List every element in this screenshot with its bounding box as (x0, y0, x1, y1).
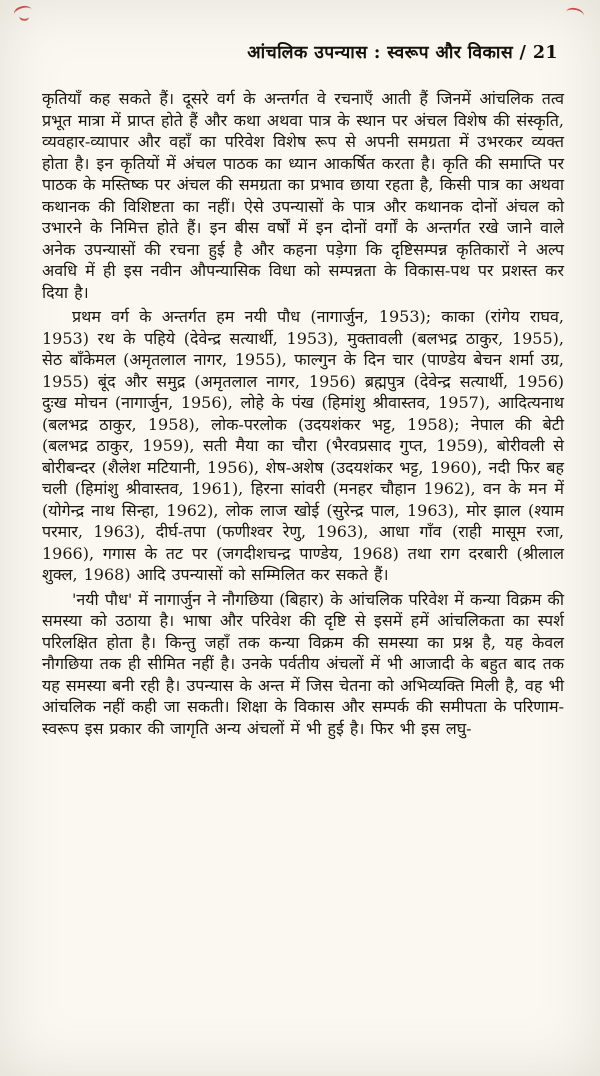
red-pen-mark-icon (13, 4, 34, 21)
paragraph-novel-list: प्रथम वर्ग के अन्तर्गत हम नयी पौध (नागार्जुन, 1953); काका (रांगेय राघव, 1953) रथ के पहिये (देवेन्द्र सत्यार्थी, 1953), मुक्तावली (बलभद्र ठाकुर, 1955), सेठ बाँकेमल (अमृतलाल नागर, 1955), फाल्गुन के दिन चार (पाण्डेय बेचन शर्मा उग्र, 1955) बूंद और समुद्र (अमृतलाल नागर, 1956) ब्रह्मपुत्र (देवेन्द्र सत्यार्थी, 1956) दुःख मोचन (नागार्जुन, 1956), लोहे के पंख (हिमांशु श्रीवास्तव, 1957), आदित्यनाथ (बलभद्र ठाकुर, 1958), लोक-परलोक (उदयशंकर भट्ट, 1958); नेपाल की बेटी (बलभद्र ठाकुर, 1959), सती मैया का चौरा (भैरवप्रसाद गुप्त, 1959), बोरीवली से बोरीबन्दर (शैलेश मटियानी, 1956), शेष-अशेष (उदयशंकर भट्ट, 1960), नदी फिर बह चली (हिमांशु श्रीवास्तव, 1961), हिरना सांवरी (मनहर चौहान 1962), वन के मन में (योगेन्द्र नाथ सिन्हा, 1962), लोक लाज खोई (सुरेन्द्र पाल, 1963), मोर झाल (श्याम परमार, 1963), दीर्घ-तपा (फणीश्वर रेणु, 1963), आधा गाँव (राही मासूम रजा, 1966), गगास के तट पर (जगदीशचन्द्र पाण्डेय, 1968) तथा राग दरबारी (श्रीलाल शुक्ल, 1968) आदि उपन्यासों को सम्मिलित कर सकते हैं। (42, 307, 564, 584)
red-pen-mark-icon (565, 7, 585, 22)
running-header (42, 40, 564, 64)
paragraph-nayi-paudh-analysis: 'नयी पौध' में नागार्जुन ने नौगछिया (बिहार) के आंचलिक परिवेश में कन्या विक्रम की समस्या को उठाया है। भाषा और परिवेश की दृष्टि से इसमें हमें आंचलिकता का स्पर्श परिलक्षित होता है। किन्तु जहाँ तक कन्या विक्रम की समस्या का प्रश्न है, यह केवल नौगछिया तक ही सीमित नहीं है। उनके पर्वतीय अंचलों में भी आजादी के बहुत बाद तक यह समस्या बनी रही है। उपन्यास के अन्त में जिस चेतना को अभिव्यक्ति मिली है, वह भी आंचलिक नहीं कही जा सकती। शिक्षा के विकास और सम्पर्क की समीपता के परिणाम-स्वरूप इस प्रकार की जागृति अन्य अंचलों में भी हुई है। फिर भी इस लघु- (42, 589, 564, 738)
header-title-and-page-number: आंचलिक उपन्यास : स्वरूप और विकास / 21 (247, 43, 558, 63)
body-text (42, 88, 564, 739)
paragraph-continuation: कृतियाँ कह सकते हैं। दूसरे वर्ग के अन्तर्गत वे रचनाएँ आती हैं जिनमें आंचलिक तत्व प्रभूत मात्रा में प्राप्त होते हैं और कथा अथवा पात्र के स्थान पर अंचल विशेष की संस्कृति, व्यवहार-व्यापार और वहाँ का परिवेश विशेष रूप से अपनी समग्रता में उभरकर व्यक्त होता है। इन कृतियों में अंचल पाठक का ध्यान आकर्षित करता है। कृति की समाप्ति पर पाठक के मस्तिष्क पर अंचल की समग्रता का प्रभाव छाया रहता है, किसी पात्र का अथवा कथानक की विशिष्टता का नहीं। ऐसे उपन्यासों के पात्र और कथानक दोनों अंचल को उभारने के निमित्त होते हैं। इन बीस वर्षों में इन दोनों वर्गों के अन्तर्गत रखे जाने वाले अनेक उपन्यासों की रचना हुई है और कहना पड़ेगा कि दृष्टिसम्पन्न कृतिकारों ने अल्प अवधि में ही इस नवीन औपन्यासिक विधा को सम्पन्नता के विकास-पथ पर प्रशस्त कर दिया है। (42, 89, 564, 302)
